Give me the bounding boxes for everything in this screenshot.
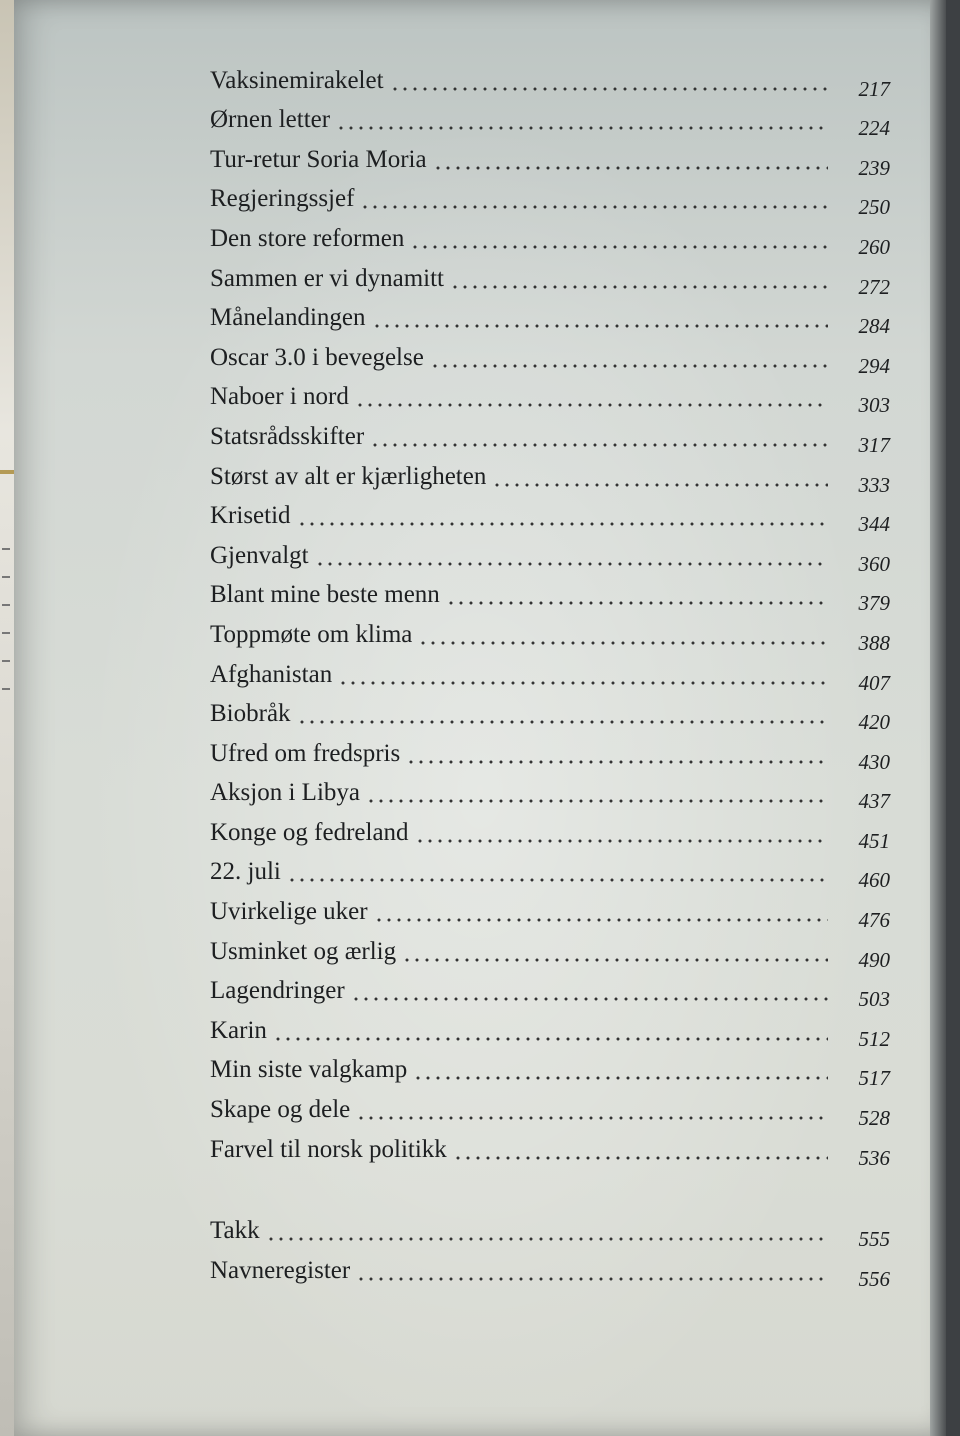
dot-leader xyxy=(492,464,828,488)
toc-entry-page-number: 344 xyxy=(858,512,890,537)
dot-leader xyxy=(413,1057,828,1081)
toc-entry-page-number: 555 xyxy=(858,1227,890,1252)
dot-leader xyxy=(287,859,828,883)
toc-entry-page-number: 388 xyxy=(858,630,890,655)
toc-entry xyxy=(210,56,890,101)
toc-entry-page-number: 536 xyxy=(858,1145,890,1170)
toc-entry-page-number: 528 xyxy=(858,1106,890,1131)
dot-leader xyxy=(351,978,828,1002)
toc-entry-title: Aksjon i Libya xyxy=(210,779,360,807)
toc-entry-title: Vaksinemirakelet xyxy=(210,66,384,94)
dot-leader xyxy=(402,939,828,963)
toc-entry-page-number: 460 xyxy=(858,868,890,893)
toc-entry xyxy=(210,967,890,1012)
table-of-contents xyxy=(210,56,890,1291)
toc-entry-title: Statsrådsskifter xyxy=(210,422,365,450)
toc-entry xyxy=(210,254,890,299)
toc-entry xyxy=(210,1085,890,1131)
toc-entry-page-number: 284 xyxy=(858,314,890,339)
dot-leader xyxy=(453,1137,828,1161)
dot-leader xyxy=(355,384,828,408)
dot-leader xyxy=(356,1258,828,1282)
dot-leader xyxy=(297,503,828,527)
toc-entry-title: Den store reformen xyxy=(210,224,405,252)
toc-entry-page-number: 420 xyxy=(858,710,890,735)
toc-entry xyxy=(210,769,890,814)
toc-entry-title: Farvel til norsk politikk xyxy=(210,1135,447,1163)
toc-entry-title: Tur-retur Soria Moria xyxy=(210,145,427,173)
dot-leader xyxy=(273,1018,828,1042)
dot-leader xyxy=(410,226,828,250)
toc-entry-page-number: 503 xyxy=(858,987,890,1012)
toc-entry-title: Gjenvalgt xyxy=(210,541,309,569)
toc-entry xyxy=(210,175,890,220)
toc-entry-title: Størst av alt er kjærligheten xyxy=(210,462,487,490)
toc-entry xyxy=(210,848,890,893)
toc-entry xyxy=(210,650,890,695)
toc-entry xyxy=(210,294,890,339)
toc-entry xyxy=(210,1125,890,1170)
page-right-edge xyxy=(930,0,946,1436)
toc-entry-page-number: 430 xyxy=(858,749,890,774)
dot-leader xyxy=(450,266,828,290)
toc-entry xyxy=(210,452,890,497)
dot-leader xyxy=(430,345,828,369)
toc-entry-title: Naboer i nord xyxy=(210,383,349,411)
toc-entry xyxy=(210,729,890,774)
toc-entry-page-number: 317 xyxy=(858,432,890,457)
toc-entry-page-number: 490 xyxy=(858,947,890,972)
toc-entry-page-number: 217 xyxy=(858,76,890,101)
dot-leader xyxy=(338,662,828,686)
toc-entry-title: Ørnen letter xyxy=(210,106,331,134)
toc-entry-title: 22. juli xyxy=(210,858,281,886)
toc-entry-page-number: 437 xyxy=(858,789,890,814)
dot-leader xyxy=(356,1097,828,1121)
toc-entry-page-number: 224 xyxy=(858,116,890,141)
toc-entry-page-number: 407 xyxy=(858,670,890,695)
toc-entry xyxy=(210,610,890,655)
toc-entry xyxy=(210,333,890,378)
toc-entry-title: Afghanistan xyxy=(210,660,333,688)
dot-leader xyxy=(415,820,828,844)
toc-entry-title: Sammen er vi dynamitt xyxy=(210,264,444,292)
toc-entry-title: Regjeringssjef xyxy=(210,185,355,213)
toc-entry xyxy=(210,571,890,616)
toc-entry-title: Karin xyxy=(210,1016,267,1044)
toc-entry-page-number: 517 xyxy=(858,1066,890,1091)
toc-entry-page-number: 333 xyxy=(858,472,890,497)
toc-entry-title: Min siste valgkamp xyxy=(210,1056,408,1084)
toc-entry-title: Navneregister xyxy=(210,1256,351,1284)
toc-entry xyxy=(210,373,890,418)
toc-entry-title: Biobråk xyxy=(210,700,291,728)
dot-leader xyxy=(366,780,828,804)
toc-entry-page-number: 303 xyxy=(858,393,890,418)
toc-entry-title: Månelandingen xyxy=(210,304,366,332)
toc-entry-title: Usminket og ærlig xyxy=(210,937,397,965)
dot-leader xyxy=(446,582,828,606)
toc-entry-page-number: 272 xyxy=(858,274,890,299)
toc-entry-title: Takk xyxy=(210,1217,260,1245)
toc-entry xyxy=(210,96,890,141)
dot-leader xyxy=(370,424,828,448)
dot-leader xyxy=(336,107,828,131)
dot-leader xyxy=(372,305,828,329)
toc-entry-page-number: 360 xyxy=(858,551,890,576)
toc-entry-page-number: 556 xyxy=(858,1266,890,1291)
toc-entry-page-number: 451 xyxy=(858,828,890,853)
toc-entry xyxy=(210,412,890,457)
toc-entry xyxy=(210,1006,890,1051)
toc-entry xyxy=(210,492,890,537)
toc-entry-page-number: 476 xyxy=(858,908,890,933)
dot-leader xyxy=(297,701,828,725)
dot-leader xyxy=(406,741,828,765)
toc-entry-title: Uvirkelige uker xyxy=(210,898,368,926)
toc-entry xyxy=(210,887,890,933)
toc-entry-page-number: 239 xyxy=(858,155,890,180)
toc-entry xyxy=(210,135,890,180)
toc-entry-page-number: 512 xyxy=(858,1026,890,1051)
toc-entry-page-number: 294 xyxy=(858,353,890,378)
dot-leader xyxy=(315,543,828,567)
toc-entry-page-number: 260 xyxy=(858,234,890,259)
toc-entry xyxy=(210,690,890,735)
toc-entry-title: Skape og dele xyxy=(210,1096,351,1124)
toc-entry-title: Krisetid xyxy=(210,502,291,530)
toc-entry-title: Toppmøte om klima xyxy=(210,620,413,648)
toc-entry-page-number: 250 xyxy=(858,195,890,220)
toc-entry xyxy=(210,808,890,853)
toc-entry xyxy=(210,1246,890,1291)
toc-entry-page-number: 379 xyxy=(858,591,890,616)
dot-leader xyxy=(266,1218,828,1242)
toc-entry xyxy=(210,214,890,259)
toc-entry-title: Blant mine beste menn xyxy=(210,581,440,609)
dot-leader xyxy=(374,899,828,923)
dot-leader xyxy=(390,68,828,92)
toc-entry-title: Konge og fedreland xyxy=(210,818,409,846)
toc-entry-title: Oscar 3.0 i bevegelse xyxy=(210,343,424,371)
toc-entry xyxy=(210,927,890,972)
dot-leader xyxy=(433,147,828,171)
toc-entry-title: Lagendringer xyxy=(210,977,345,1005)
toc-entry xyxy=(210,1046,890,1091)
toc-entry-title: Ufred om fredspris xyxy=(210,739,401,767)
toc-entry xyxy=(210,1207,890,1252)
toc-entry xyxy=(210,531,890,576)
dot-leader xyxy=(360,186,828,210)
dot-leader xyxy=(418,622,828,646)
book-page xyxy=(14,0,946,1436)
